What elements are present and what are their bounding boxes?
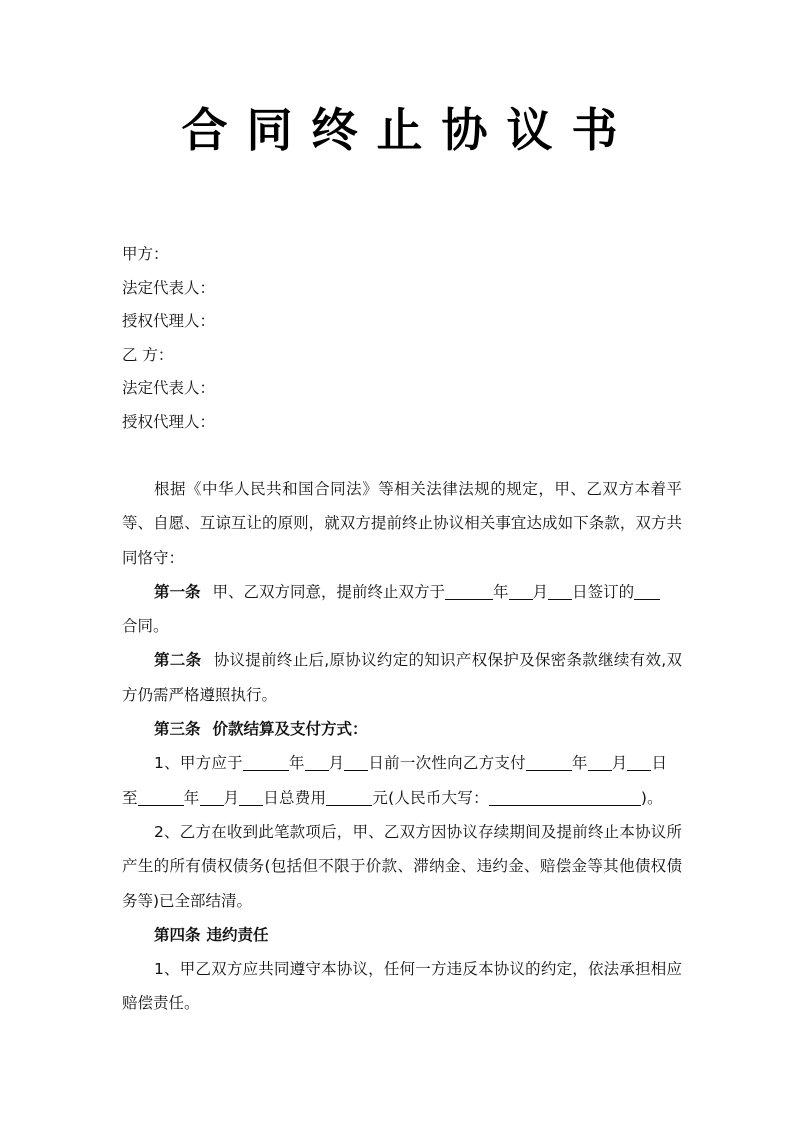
article-2-heading: 第二条 (154, 651, 202, 670)
article-4-title (122, 918, 682, 952)
intro-paragraph: 根据《中华人民共和国合同法》等相关法律法规的规定，甲、乙双方本着平等、自愿、互谅互让的原则，就双方提前终止协议相关事宜达成如下条款，双方共同恪守： (122, 480, 682, 567)
clause-1-text-g: 日 (651, 754, 668, 773)
article-1-text-2: 年 (493, 582, 509, 601)
party-b-agent-label: 授权代理人： (122, 412, 216, 431)
clause-1-text-i: 年 (183, 788, 200, 807)
article-4-heading: 第四条 (154, 925, 201, 944)
article-1-heading: 第一条 (154, 582, 201, 601)
article-3-subtitle: 价款结算及支付方式： (212, 720, 368, 739)
clause-1-text-k: 日总费用 (263, 788, 327, 807)
article-1-text-5: 合同。 (122, 617, 169, 636)
amount-in-words-blank (489, 787, 641, 806)
article-2 (122, 643, 682, 712)
pay-year-blank (243, 752, 289, 771)
period-start-month-blank (588, 752, 612, 771)
article-1-text-3: 月 (532, 582, 549, 601)
clause-1-text-e: 年 (571, 754, 588, 773)
article-2-text: 协议提前终止后,原协议约定的知识产权保护及保密条款继续有效,双方仍需严格遵照执行。 (122, 651, 682, 704)
period-end-month-blank (200, 787, 224, 806)
article-3-heading: 第三条 (154, 720, 201, 739)
party-a-agent-label: 授权代理人： (122, 312, 216, 331)
clause-1-text-j: 月 (223, 788, 240, 807)
article-1-text-4: 日签订的 (572, 582, 635, 601)
clause-1-text-l: 元(人民币大写： (372, 788, 489, 807)
party-b-legal-rep-label: 法定代表人： (122, 379, 216, 398)
period-start-year-blank (526, 752, 572, 771)
contract-name-blank (634, 581, 660, 600)
clause-1-text-f: 月 (611, 754, 628, 773)
clause-1-text-c: 月 (328, 754, 345, 773)
clause-1-text-a: 1、甲方应于 (154, 754, 243, 773)
party-a-label: 甲方： (122, 245, 169, 263)
pay-day-blank (344, 752, 368, 771)
year-blank (445, 581, 493, 600)
period-end-day-blank (239, 787, 263, 806)
pay-month-blank (305, 752, 329, 771)
party-a-legal-rep-label: 法定代表人： (122, 278, 216, 297)
party-b-label: 乙 方： (122, 345, 174, 364)
article-4-subtitle: 违约责任 (206, 925, 269, 944)
article-1-text-1: 甲、乙双方同意，提前终止双方于 (212, 582, 446, 601)
month-blank (509, 581, 533, 600)
period-start-day-blank (627, 752, 651, 771)
day-blank (548, 581, 572, 600)
article-3-title (122, 712, 682, 746)
clause-1-text-d: 日前一次性向乙方支付 (368, 754, 526, 773)
article-3-clause-2: 2、乙方在收到此笔款项后，甲、乙双方因协议存续期间及提前终止本协议所产生的所有债权债务(包括但不限于价款、滞纳金、违约金、赔偿金等其他债权债务等)已全部结清。 (122, 822, 682, 910)
amount-blank (326, 787, 372, 806)
period-end-year-blank (138, 787, 184, 806)
article-1 (122, 575, 682, 644)
party-info (122, 238, 215, 440)
clause-1-text-m: )。 (640, 788, 663, 807)
contract-body (122, 472, 682, 1021)
article-3-clause-1 (122, 746, 682, 815)
article-4-clause-1: 1、甲乙双方应共同遵守本协议，任何一方违反本协议的约定，依法承担相应赔偿责任。 (122, 960, 682, 1013)
document-title: 合同终止协议书 (181, 103, 637, 157)
clause-1-text-h: 至 (122, 788, 138, 807)
clause-1-text-b: 年 (288, 754, 305, 773)
